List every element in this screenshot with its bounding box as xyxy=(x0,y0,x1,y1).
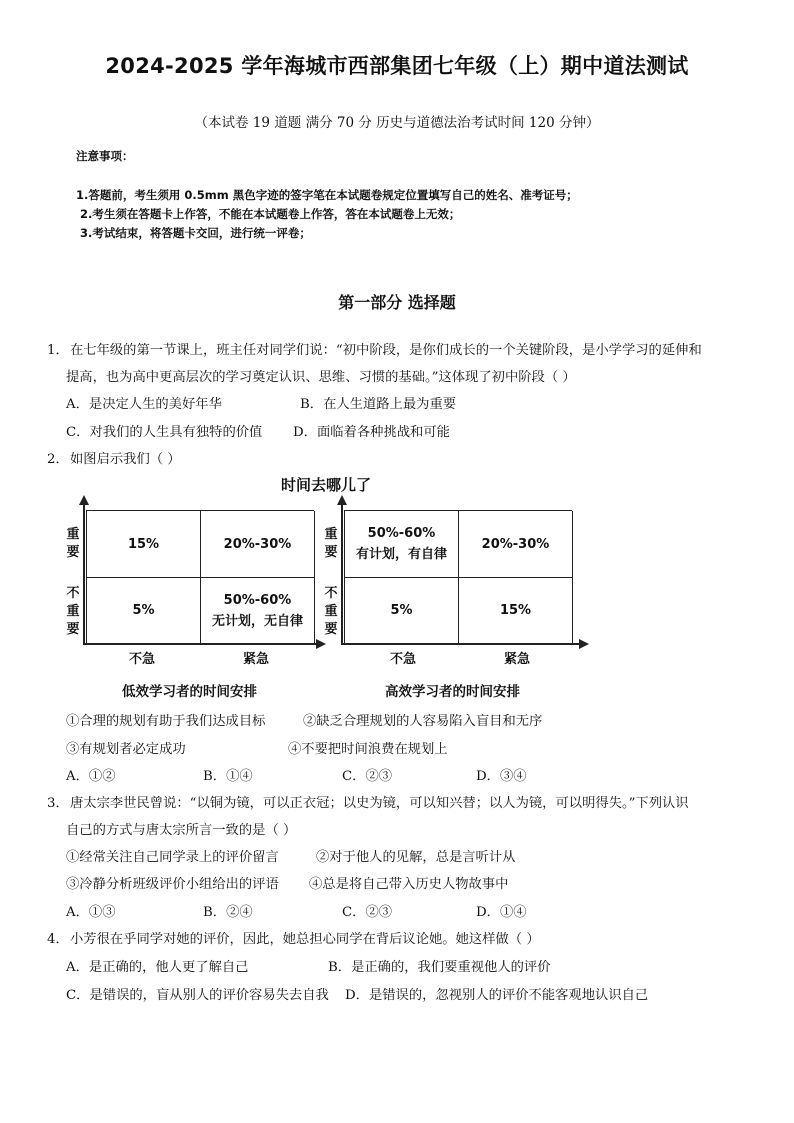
section-title: 第一部分 选择题 xyxy=(338,293,456,312)
question-3-stem-line-2: 自己的方式与唐太宗所言一致的是（ ） xyxy=(66,823,297,838)
left-cell-not-important-urgent xyxy=(201,578,315,644)
question-3-statement-2: ②对于他人的见解，总是言听计从 xyxy=(316,850,516,865)
question-2-option-d: D．③④ xyxy=(476,769,527,784)
left-chart-caption: 低效学习者的时间安排 xyxy=(122,684,257,700)
right-cell-value: 20%-30% xyxy=(481,536,550,552)
question-3-statement-3: ③冷静分析班级评价小组给出的评语 xyxy=(66,877,279,892)
question-1-stem-line-1: 在七年级的第一节课上，班主任对同学们说：“初中阶段，是你们成长的一个关键阶段，是小学学习的延伸和 xyxy=(70,343,702,358)
question-3-option-a: A．①③ xyxy=(66,905,116,920)
question-2-option-c: C．②③ xyxy=(342,769,393,784)
note-item-1: 1.答题前，考生须用 0.5mm 黑色字迹的签字笔在本试题卷规定位置填写自己的姓名、准考证号； xyxy=(76,188,578,202)
right-cell-note: 有计划，有自律 xyxy=(355,547,447,562)
left-cell-value: 50%-60% xyxy=(223,592,292,608)
question-2-statement-3: ③有规划者必定成功 xyxy=(66,742,186,757)
question-3-option-d: D．①④ xyxy=(476,905,527,920)
left-x-label-not-urgent: 不急 xyxy=(129,652,156,667)
question-2-statement-2: ②缺乏合理规划的人容易陷入盲目和无序 xyxy=(303,714,543,729)
question-1-option-b: B．在人生道路上最为重要 xyxy=(300,397,457,412)
right-x-label-urgent: 紧急 xyxy=(504,652,531,667)
question-4-option-b: B．是正确的，我们要重视他人的评价 xyxy=(328,960,551,975)
note-item-3: 3.考试结束，将答题卡交回，进行统一评卷； xyxy=(80,226,311,240)
left-y-label-not-important: 不重要 xyxy=(66,586,80,637)
right-cell-important-not-urgent xyxy=(345,511,459,578)
right-cell-value: 5% xyxy=(390,603,413,618)
note-item-2: 2.考生须在答题卡上作答，不能在本试题卷上作答，答在本试题卷上无效； xyxy=(80,207,461,221)
right-cell-value: 15% xyxy=(499,603,532,618)
question-4-option-a: A．是正确的，他人更了解自己 xyxy=(66,960,249,975)
left-x-label-urgent: 紧急 xyxy=(243,652,270,667)
right-cell-important-urgent xyxy=(459,511,573,578)
question-2-stem: 如图启示我们（ ） xyxy=(70,452,181,467)
chart-title: 时间去哪儿了 xyxy=(280,476,371,494)
left-cell-not-important-not-urgent xyxy=(87,578,201,644)
right-cell-value: 50%-60% xyxy=(367,526,436,541)
page-title: 2024-2025 学年海城市西部集团七年级（上）期中道法测试 xyxy=(105,54,689,78)
left-chart-y-axis xyxy=(83,503,85,645)
left-cell-value: 5% xyxy=(132,603,155,618)
left-cell-important-not-urgent xyxy=(87,511,201,578)
left-chart-y-arrow xyxy=(79,495,89,505)
question-2-option-b: B．①④ xyxy=(203,769,253,784)
right-chart-grid xyxy=(344,510,572,643)
question-1-option-a: A．是决定人生的美好年华 xyxy=(66,397,222,412)
left-chart-x-arrow xyxy=(316,639,326,649)
question-3-statement-1: ①经常关注自己同学录上的评价留言 xyxy=(66,850,279,865)
right-chart-y-arrow xyxy=(337,495,347,505)
question-number: 1． xyxy=(47,343,69,358)
left-cell-important-urgent xyxy=(201,511,315,578)
left-cell-value: 20%-30% xyxy=(223,536,292,552)
question-number: 2． xyxy=(47,452,69,467)
right-cell-not-important-urgent xyxy=(459,578,573,644)
right-chart-caption: 高效学习者的时间安排 xyxy=(385,684,520,700)
left-y-label-important: 重要 xyxy=(66,527,80,560)
left-chart-grid xyxy=(86,510,314,643)
right-cell-not-important-not-urgent xyxy=(345,578,459,644)
question-1-stem-line-2: 提高，也为高中更高层次的学习奠定认识、思维、习惯的基础。”这体现了初中阶段（ ） xyxy=(66,370,576,385)
question-number: 4． xyxy=(47,932,69,947)
question-4-option-c: C．是错误的，盲从别人的评价容易失去自我 xyxy=(66,988,329,1003)
right-x-label-not-urgent: 不急 xyxy=(390,652,417,667)
question-2-statement-1: ①合理的规划有助于我们达成目标 xyxy=(66,714,266,729)
question-1-option-c: C．对我们的人生具有独特的价值 xyxy=(66,425,263,440)
right-y-label-not-important: 不重要 xyxy=(324,586,338,637)
left-cell-note: 无计划，无自律 xyxy=(211,613,303,629)
question-3-option-b: B．②④ xyxy=(203,905,253,920)
question-4-option-d: D．是错误的，忽视别人的评价不能客观地认识自己 xyxy=(345,988,649,1003)
question-3-statement-4: ④总是将自己带入历史人物故事中 xyxy=(309,877,509,892)
question-3-stem-line-1: 唐太宗李世民曾说：“以铜为镜，可以正衣冠；以史为镜，可以知兴替；以人为镜，可以明得失。”下列认识 xyxy=(70,796,689,811)
question-2-option-a: A．①② xyxy=(66,769,116,784)
right-y-label-important: 重要 xyxy=(324,527,338,560)
exam-info: （本试卷 19 道题 满分 70 分 历史与道德法治考试时间 120 分钟） xyxy=(194,115,600,131)
right-chart-y-axis xyxy=(341,503,343,645)
question-number: 3． xyxy=(47,796,69,811)
left-cell-value: 15% xyxy=(127,536,160,552)
question-2-statement-4: ④不要把时间浪费在规划上 xyxy=(288,742,448,757)
question-3-option-c: C．②③ xyxy=(342,905,393,920)
notes-heading: 注意事项： xyxy=(76,149,134,163)
right-chart-x-arrow xyxy=(579,639,589,649)
question-1-option-d: D．面临着各种挑战和可能 xyxy=(293,425,450,440)
question-4-stem: 小芳很在乎同学对她的评价，因此，她总担心同学在背后议论她。她这样做（ ） xyxy=(70,932,540,947)
